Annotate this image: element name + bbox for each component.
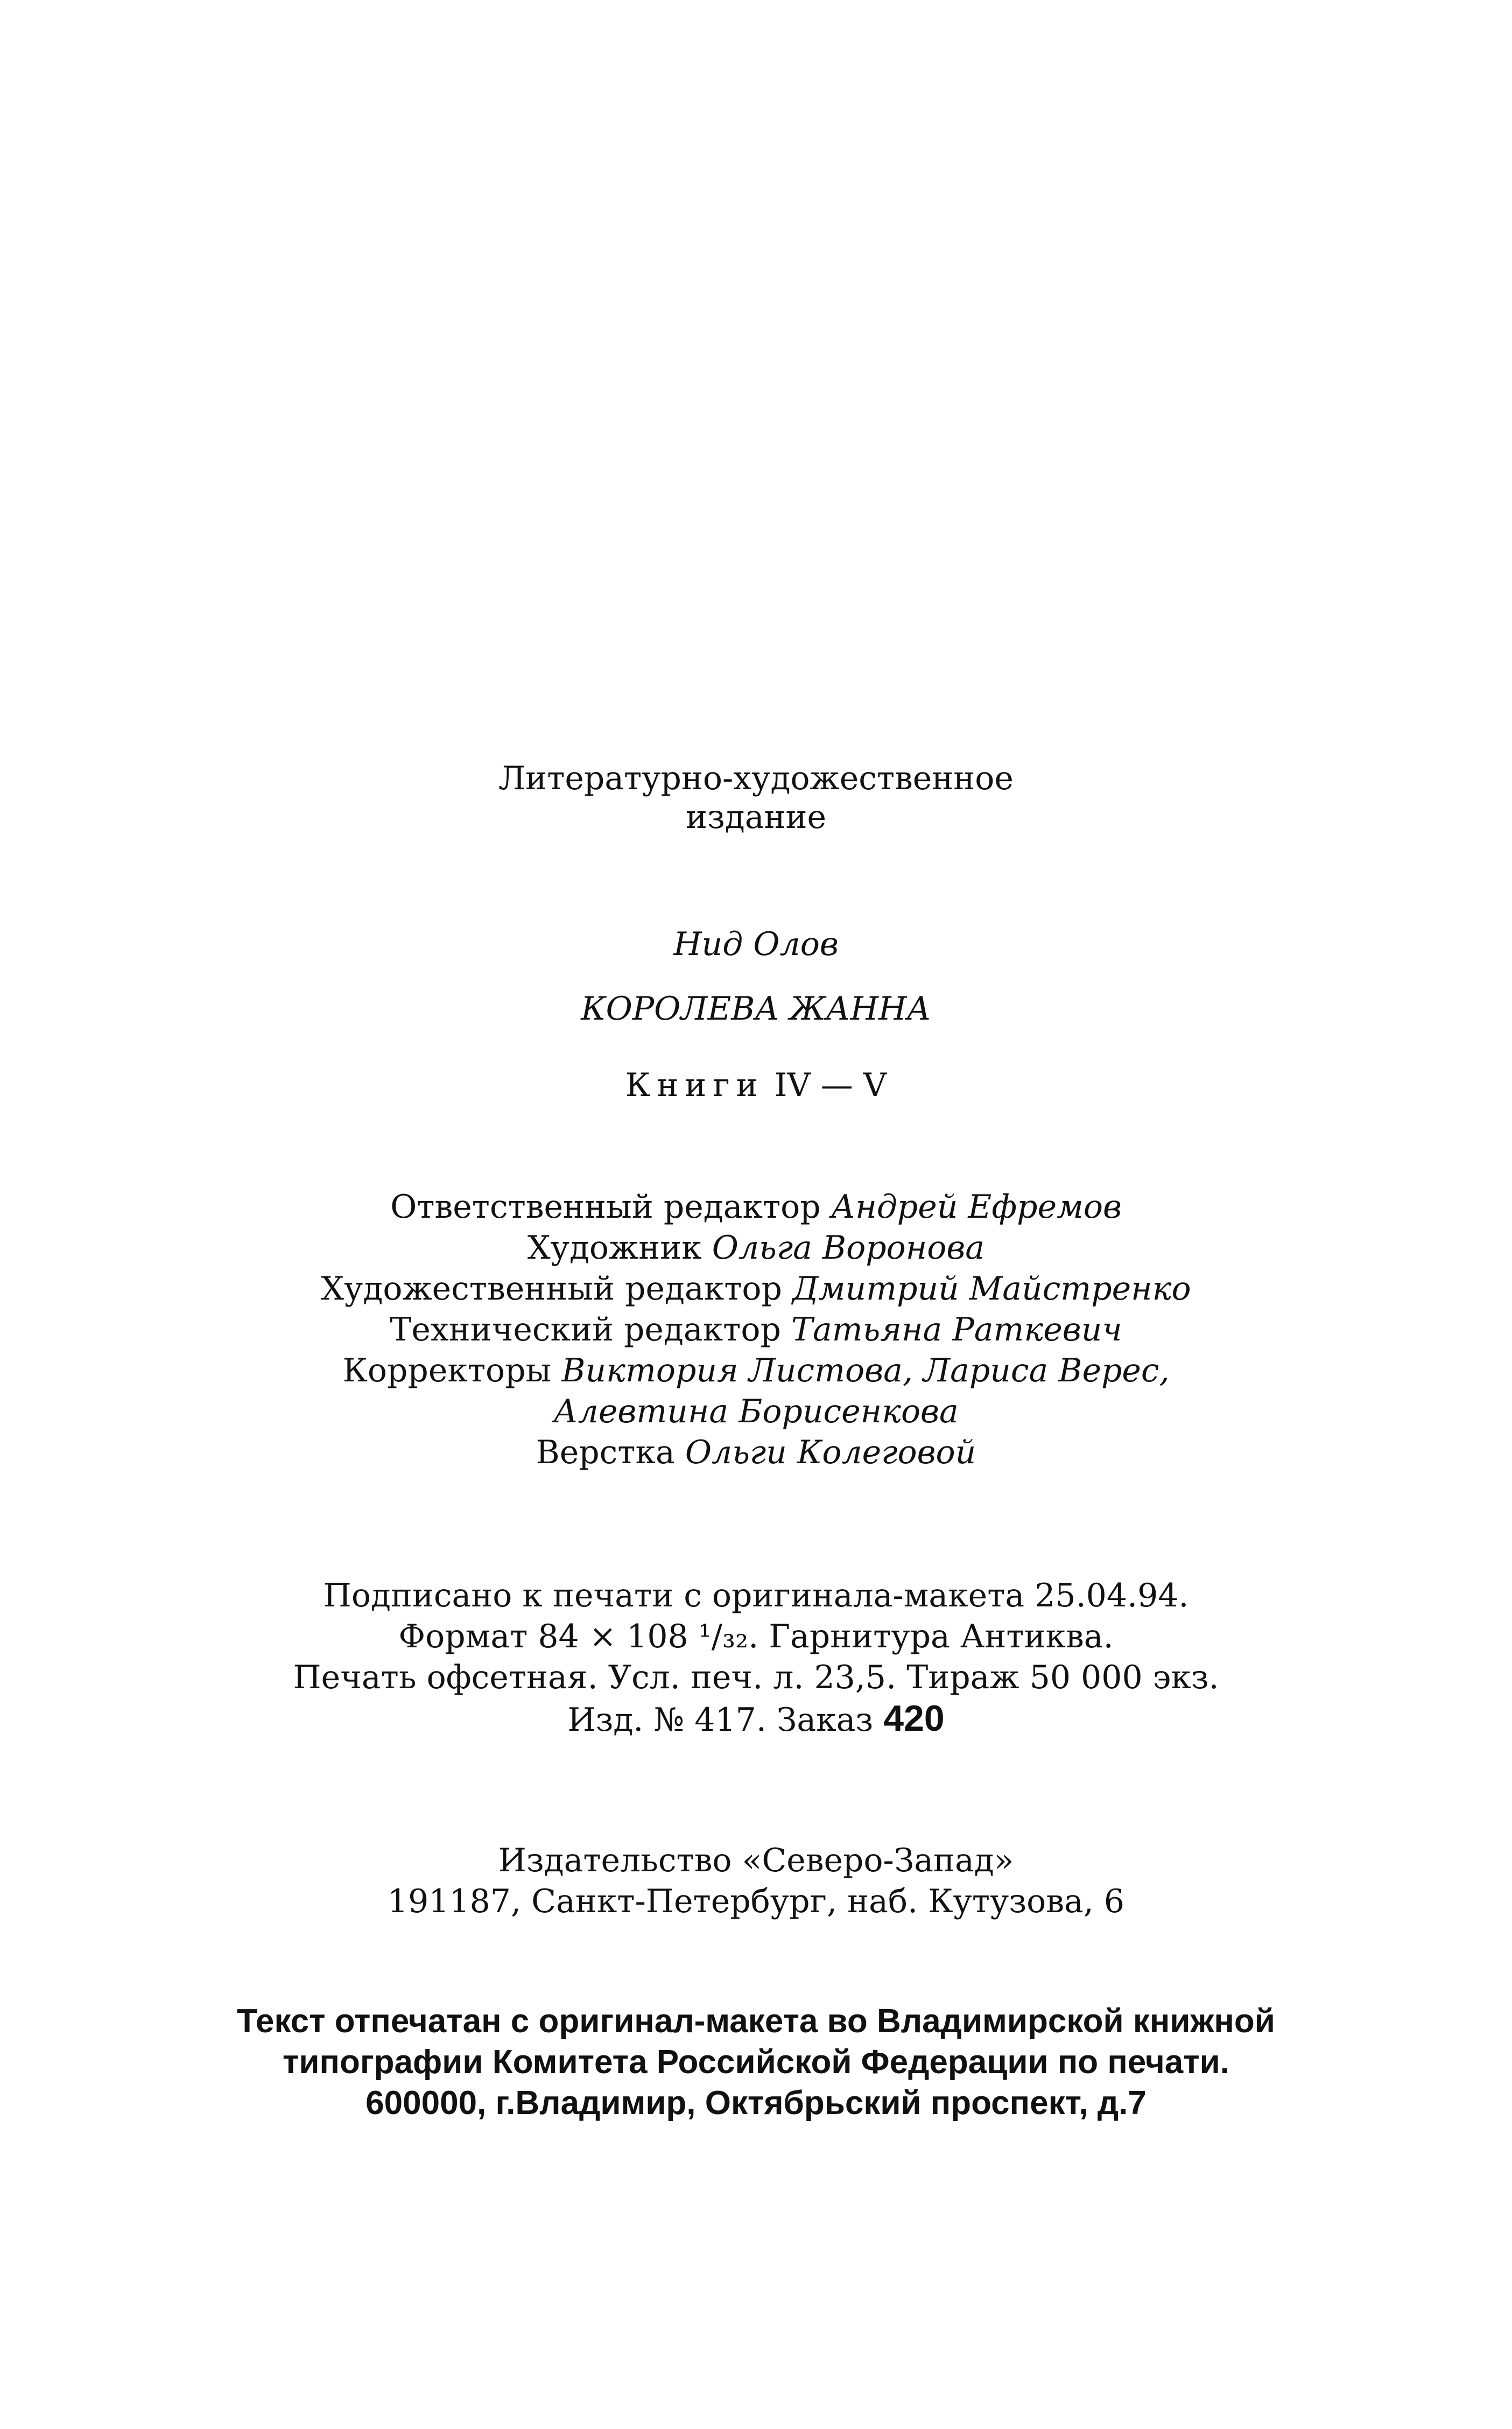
- credit-name: Виктория Листова, Лариса Верес,: [561, 1352, 1170, 1389]
- credit-name: Ольги Колеговой: [685, 1434, 976, 1471]
- print-info-line-3: Печать офсетная. Усл. печ. л. 23,5. Тираж 50 000 экз.: [293, 1659, 1219, 1696]
- books-volume: [0, 1066, 1512, 1105]
- credit-line: [0, 1310, 1512, 1349]
- edition-and-order: Изд. № 417. Заказ: [567, 1701, 874, 1739]
- print-info-line-4: [0, 1699, 1512, 1739]
- book-title: КОРОЛЕВА ЖАННА: [581, 990, 931, 1028]
- credit-role: Ответственный редактор: [390, 1188, 821, 1226]
- credit-name-continued: Алевтина Борисенкова: [553, 1393, 959, 1430]
- publisher-name: Издательство «Северо-Запад»: [498, 1842, 1014, 1879]
- credit-line: [0, 1351, 1512, 1390]
- credit-name: Татьяна Раткевич: [791, 1311, 1122, 1349]
- credit-role: Художник: [527, 1229, 702, 1267]
- author-name: Нид Олов: [673, 925, 839, 963]
- credit-name: Андрей Ефремов: [831, 1188, 1122, 1226]
- credit-role: Верстка: [536, 1434, 675, 1471]
- credit-line: [0, 1269, 1512, 1308]
- publisher-address: 191187, Санкт-Петербург, наб. Кутузова, 6: [387, 1883, 1125, 1920]
- books-label: Книги: [625, 1066, 764, 1104]
- genre-line-1: Литературно-художественное: [498, 760, 1014, 797]
- credit-line: [0, 1433, 1512, 1472]
- credit-role: Художественный редактор: [321, 1270, 782, 1308]
- genre-line-2: издание: [686, 798, 826, 836]
- printer-line-3: 600000, г.Владимир, Октябрьский проспект, д.7: [365, 2084, 1147, 2122]
- credit-name: Дмитрий Майстренко: [792, 1270, 1191, 1308]
- order-number: 420: [883, 1698, 945, 1739]
- credit-role: Корректоры: [342, 1352, 552, 1389]
- books-range: IV — V: [774, 1066, 887, 1104]
- credit-name: Ольга Воронова: [712, 1229, 985, 1267]
- print-info-line-1: Подписано к печати с оригинала-макета 25.04.94.: [323, 1577, 1189, 1614]
- credit-line: [0, 1188, 1512, 1226]
- printer-line-1: Текст отпечатан с оригинал-макета во Владимирской книжной: [237, 2003, 1275, 2040]
- print-info-line-2: Формат 84 × 108 ¹/₃₂. Гарнитура Антиква.: [398, 1618, 1114, 1655]
- credit-role: Технический редактор: [390, 1311, 781, 1349]
- printer-line-2: типографии Комитета Российской Федерации по печати.: [283, 2044, 1229, 2081]
- credit-line: [0, 1228, 1512, 1267]
